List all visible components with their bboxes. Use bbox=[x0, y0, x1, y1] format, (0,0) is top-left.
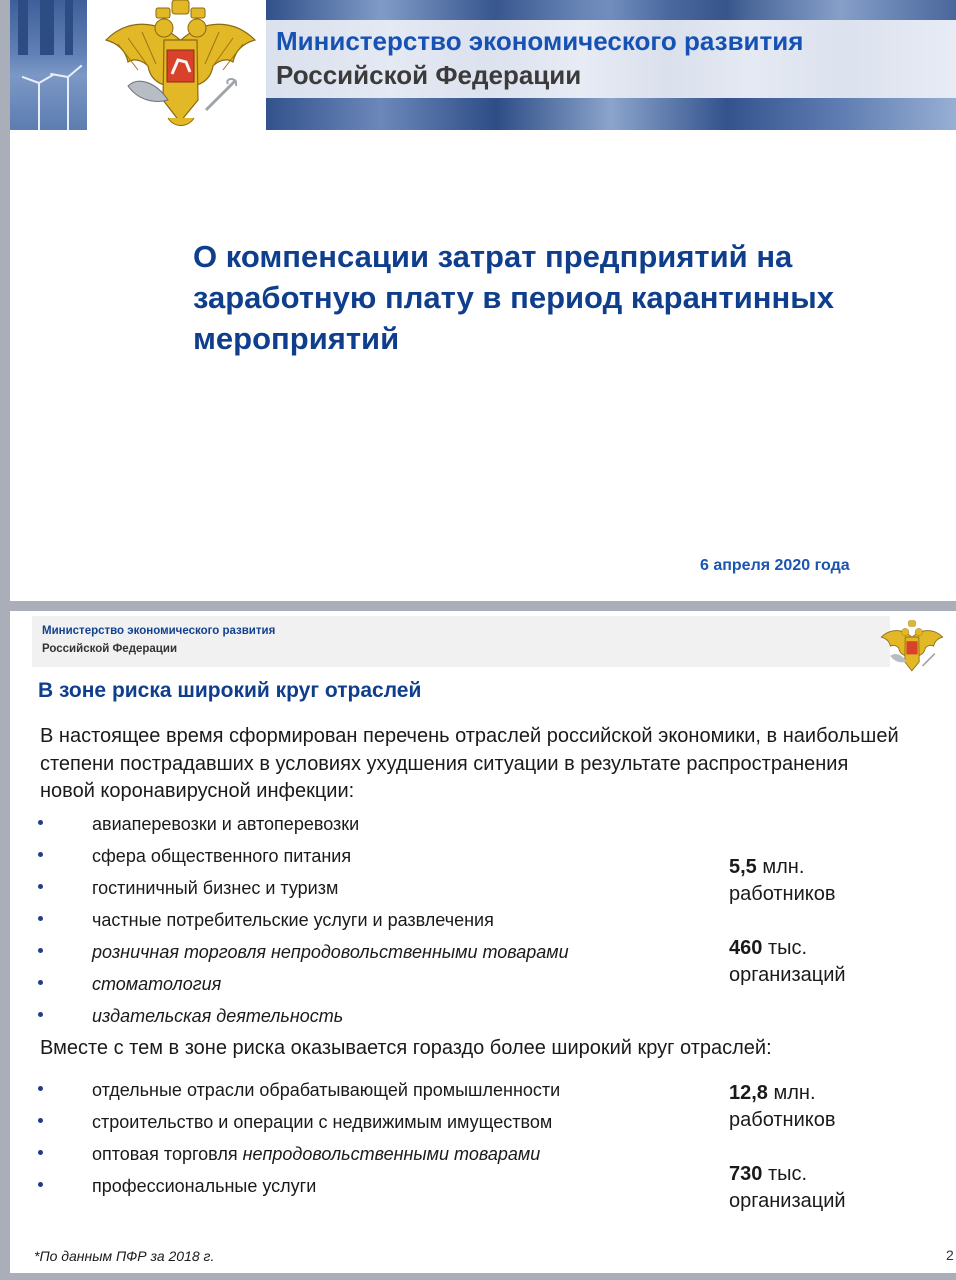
organizations-stat-2: 730 тыс. организаций bbox=[729, 1163, 846, 1212]
workers-stat-2: 12,8 млн. работников bbox=[729, 1082, 836, 1131]
industrial-photo-collage bbox=[10, 0, 87, 130]
ministry-name-line2: Российской Федерации bbox=[42, 643, 178, 655]
bullet-icon bbox=[38, 1150, 43, 1155]
presentation-date: 6 апреля 2020 года bbox=[700, 557, 850, 574]
coat-of-arms-icon bbox=[878, 615, 946, 681]
slide-title: В зоне риска широкий круг отраслей bbox=[38, 679, 422, 702]
footnote: *По данным ПФР за 2018 г. bbox=[34, 1248, 215, 1264]
content-slide: Министерство экономического развития Российской Федерации В зоне риска широкий круг отраслей В настоящее время сформирован перечень отраслей российской экономики, в наибольшей степени пострадавших в условиях ухудшения ситуации в результате распространения новой коронавирусной инфекции: авиаперевозки и автоперевозки сфера общественного питания гостиничный бизнес и туризм частные потребительские услуги и развлечения розничная торговля непродовольственными товарами стоматология издательская деятельность 5,5 млн. работников 460 тыс. организаций Вместе с тем в зоне риска оказывается гораздо более широкий круг отраслей: отдельные отрасли обрабатывающей промышленности строительство и операции с недвижимым имуществом оптовая торговля непродовольственными товарами профессиональные услуги 12,8 млн. работников 730 тыс. организаций *По данным ПФР за 2018 г. 2 bbox=[10, 611, 956, 1273]
bullet-icon bbox=[38, 884, 43, 889]
coat-of-arms-icon bbox=[98, 0, 263, 133]
ministry-name-line2: Российской Федерации bbox=[276, 60, 582, 90]
bullet-icon bbox=[38, 1012, 43, 1017]
intro-paragraph: В настоящее время сформирован перечень отраслей российской экономики, в наибольшей степени пострадавших в условиях ухудшения ситуации в результате распространения новой коронавирусной инфекции: bbox=[40, 725, 899, 802]
organizations-stat-1: 460 тыс. организаций bbox=[729, 937, 846, 986]
ministry-name-panel bbox=[266, 20, 956, 98]
infrastructure-photo-collage bbox=[266, 0, 956, 130]
ministry-name-line1: Министерство экономического развития bbox=[276, 26, 804, 56]
wider-risk-paragraph: Вместе с тем в зоне риска оказывается гораздо более широкий круг отраслей: bbox=[40, 1037, 772, 1059]
header-banner bbox=[10, 0, 956, 130]
slide-header bbox=[32, 616, 890, 667]
workers-stat-1: 5,5 млн. работников bbox=[729, 856, 836, 905]
bullet-icon bbox=[38, 1086, 43, 1091]
title-slide bbox=[10, 0, 956, 601]
ministry-name-line1: Министерство экономического развития bbox=[42, 625, 276, 637]
presentation-title: О компенсации затрат предприятий на заработную плату в период карантинных мероприятий bbox=[193, 239, 834, 356]
bullet-icon bbox=[38, 1118, 43, 1123]
page-number: 2 bbox=[946, 1247, 954, 1263]
bullet-icon bbox=[38, 980, 43, 985]
bullet-icon bbox=[38, 916, 43, 921]
bullet-icon bbox=[38, 820, 43, 825]
bullet-icon bbox=[38, 1182, 43, 1187]
bullet-icon bbox=[38, 852, 43, 857]
bullet-icon bbox=[38, 948, 43, 953]
